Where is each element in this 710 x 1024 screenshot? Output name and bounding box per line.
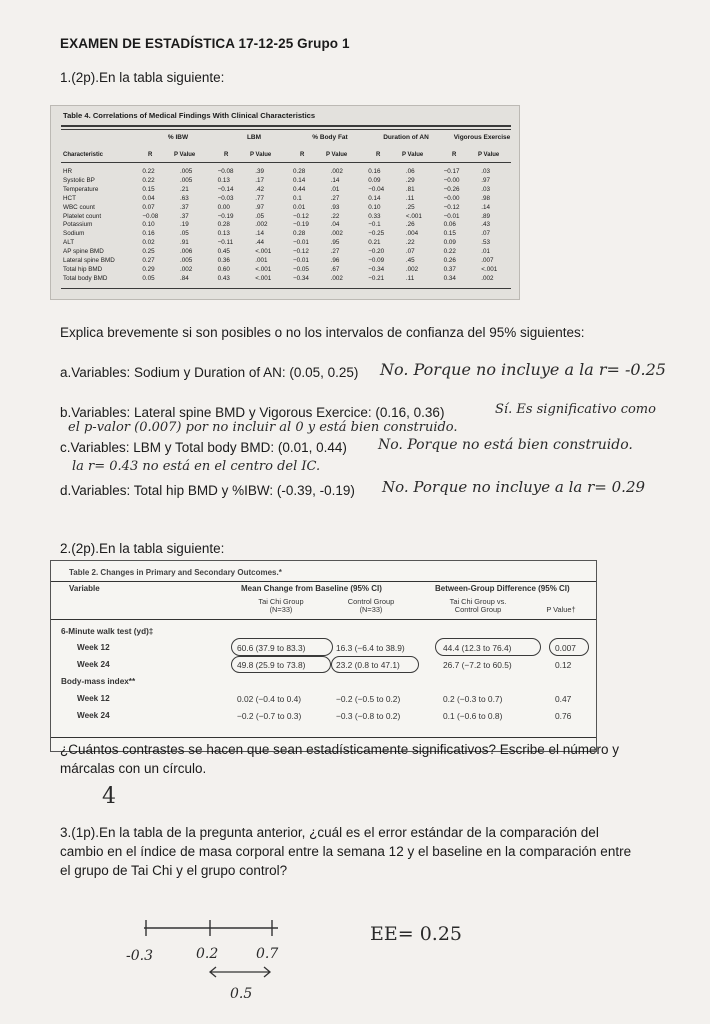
r-value-cell: 0.22 bbox=[443, 248, 456, 256]
taichi-cell: −0.2 (−0.7 to 0.3) bbox=[237, 711, 302, 721]
p-value-cell: .97 bbox=[481, 176, 491, 184]
p-header: P Value bbox=[478, 152, 500, 158]
table-caption: Table 2. Changes in Primary and Secondary Outcomes.* bbox=[69, 568, 282, 577]
group-header-exercise: Vigorous Exercise bbox=[453, 134, 511, 141]
r-value-cell: 0.13 bbox=[217, 176, 230, 184]
p-value-cell: 0.007 bbox=[555, 643, 576, 653]
row-label: ALT bbox=[63, 239, 75, 247]
r-value-cell: 0.28 bbox=[217, 221, 230, 229]
question-3-answer: EE= 0.25 bbox=[370, 923, 463, 945]
row-label: Sodium bbox=[63, 230, 85, 238]
row-label: Week 24 bbox=[77, 711, 110, 720]
r-value-cell: −0.34 bbox=[368, 265, 385, 273]
p-value-cell: <.001 bbox=[405, 212, 422, 220]
answer-b-continued: el p-valor (0.007) por no incluir al 0 y está bien construido. bbox=[68, 420, 458, 435]
table-row bbox=[63, 239, 519, 248]
p-value-cell: .37 bbox=[180, 203, 189, 211]
r-value-cell: −0.12 bbox=[292, 212, 309, 220]
r-value-cell: 0.00 bbox=[217, 203, 230, 211]
sketch-width-label: 0.5 bbox=[230, 986, 253, 1002]
r-value-cell: 0.33 bbox=[368, 212, 381, 220]
table-row bbox=[63, 177, 519, 186]
p-value-cell: .26 bbox=[405, 221, 415, 229]
group-header-duration: Duration of AN bbox=[383, 134, 429, 141]
row-label: Systolic BP bbox=[63, 176, 95, 184]
r-value-cell: 0.1 bbox=[292, 194, 302, 202]
p-value-cell: <.001 bbox=[255, 248, 272, 256]
answer-c: No. Porque no está bien construido. bbox=[378, 437, 633, 453]
group-header-ibw: % IBW bbox=[167, 134, 189, 141]
table-row bbox=[63, 248, 519, 257]
r-value-cell: 0.09 bbox=[443, 239, 456, 247]
r-value-cell: −0.34 bbox=[292, 274, 309, 282]
p-value-cell: .002 bbox=[481, 274, 494, 282]
row-label: Week 12 bbox=[77, 643, 110, 652]
row-label: Total hip BMD bbox=[63, 265, 103, 273]
row-label: Total body BMD bbox=[63, 274, 108, 282]
r-value-cell: 0.25 bbox=[142, 248, 155, 256]
r-header: R bbox=[224, 152, 229, 158]
table-row bbox=[63, 195, 519, 204]
row-label: WBC count bbox=[63, 203, 95, 211]
p-value-cell: .45 bbox=[405, 257, 415, 265]
significance-circle bbox=[331, 656, 419, 673]
item-a: a.Variables: Sodium y Duration of AN: (0.05, 0.25) bbox=[60, 365, 359, 380]
p-value-cell: .63 bbox=[180, 194, 189, 202]
r-value-cell: −0.19 bbox=[292, 221, 309, 229]
p-value-cell: .005 bbox=[180, 257, 193, 265]
sketch-label-low: -0.3 bbox=[126, 948, 153, 964]
difference-cell: 26.7 (−7.2 to 60.5) bbox=[443, 660, 512, 670]
difference-cell: 0.2 (−0.3 to 0.7) bbox=[443, 694, 503, 704]
table-rule bbox=[61, 129, 511, 130]
r-value-cell: −0.08 bbox=[142, 212, 159, 220]
r-value-cell: −0.20 bbox=[368, 248, 385, 256]
p-value-cell: .05 bbox=[255, 212, 265, 220]
p-header: P Value bbox=[402, 152, 424, 158]
r-value-cell: −0.17 bbox=[443, 168, 460, 175]
answer-b: Sí. Es significativo como bbox=[495, 402, 656, 417]
p-value-cell: .06 bbox=[405, 168, 415, 175]
r-value-cell: −0.01 bbox=[292, 257, 309, 265]
r-value-cell: 0.27 bbox=[142, 257, 155, 265]
r-value-cell: 0.26 bbox=[443, 257, 456, 265]
table-rule bbox=[51, 619, 596, 620]
taichi-header: Tai Chi Group (N=33) bbox=[258, 597, 304, 615]
p-value-cell: .22 bbox=[330, 212, 340, 220]
taichi-cell: 0.02 (−0.4 to 0.4) bbox=[237, 694, 302, 704]
r-value-cell: 0.04 bbox=[142, 194, 155, 202]
vs-header: Tai Chi Group vs. Control Group bbox=[449, 597, 507, 615]
p-value-cell: <.001 bbox=[255, 265, 272, 273]
r-value-cell: 0.02 bbox=[142, 239, 155, 247]
group-header-body-fat: % Body Fat bbox=[312, 134, 348, 141]
table-row bbox=[63, 168, 519, 177]
p-value-cell: .005 bbox=[180, 176, 193, 184]
taichi-cell: 60.6 (37.9 to 83.3) bbox=[237, 643, 306, 653]
r-value-cell: 0.36 bbox=[217, 257, 230, 265]
p-value-cell: .21 bbox=[180, 185, 189, 193]
table-row bbox=[63, 275, 519, 284]
page-title: EXAMEN DE ESTADÍSTICA 17-12-25 Grupo 1 bbox=[60, 36, 350, 51]
r-value-cell: 0.34 bbox=[443, 274, 456, 282]
p-value-cell: .05 bbox=[180, 230, 189, 238]
p-value-cell: 0.76 bbox=[555, 711, 572, 721]
r-value-cell: −0.05 bbox=[292, 265, 309, 273]
p-value-cell: .07 bbox=[405, 248, 415, 256]
table-row bbox=[63, 186, 519, 195]
difference-cell: 44.4 (12.3 to 76.4) bbox=[443, 643, 512, 653]
p-value-cell: .93 bbox=[330, 203, 340, 211]
r-value-cell: 0.13 bbox=[217, 230, 230, 238]
p-value-cell: .89 bbox=[481, 212, 491, 220]
r-value-cell: −0.19 bbox=[217, 212, 234, 220]
p-value-cell: .11 bbox=[405, 274, 415, 282]
r-value-cell: −0.01 bbox=[443, 212, 460, 220]
r-value-cell: 0.22 bbox=[142, 168, 155, 175]
item-d: d.Variables: Total hip BMD y %IBW: (-0.39, -0.19) bbox=[60, 483, 355, 498]
r-value-cell: 0.37 bbox=[443, 265, 456, 273]
p-value-cell: .002 bbox=[180, 265, 193, 273]
significance-circle bbox=[549, 638, 589, 656]
r-header: R bbox=[148, 152, 153, 158]
correlations-table bbox=[50, 105, 520, 300]
p-value-cell: .25 bbox=[405, 203, 415, 211]
row-label: Lateral spine BMD bbox=[63, 257, 115, 265]
answer-d: No. Porque no incluye a la r= 0.29 bbox=[382, 478, 646, 496]
r-value-cell: 0.21 bbox=[368, 239, 381, 247]
r-value-cell: 0.28 bbox=[292, 168, 306, 175]
table-caption: Table 4. Correlations of Medical Findings With Clinical Characteristics bbox=[63, 111, 316, 120]
r-value-cell: 0.15 bbox=[142, 185, 155, 193]
r-value-cell: 0.22 bbox=[142, 176, 155, 184]
p-header: P Value bbox=[326, 152, 348, 158]
answer-a: No. Porque no incluye a la r= -0.25 bbox=[380, 360, 666, 379]
control-cell: −0.2 (−0.5 to 0.2) bbox=[336, 694, 401, 704]
p-value-cell: .001 bbox=[255, 257, 268, 265]
question-1-instruction: Explica brevemente si son posibles o no los intervalos de confianza del 95% siguientes: bbox=[60, 325, 585, 340]
r-header: R bbox=[300, 152, 305, 158]
question-2-answer: 4 bbox=[102, 784, 116, 809]
p-value-cell: .44 bbox=[255, 239, 265, 247]
r-value-cell: −0.01 bbox=[292, 239, 309, 247]
r-value-cell: 0.16 bbox=[368, 168, 381, 175]
taichi-cell: 49.8 (25.9 to 73.8) bbox=[237, 660, 306, 670]
control-cell: −0.3 (−0.8 to 0.2) bbox=[336, 711, 401, 721]
p-value-cell: .007 bbox=[481, 257, 494, 265]
p-value-cell: .002 bbox=[330, 274, 343, 282]
p-value-cell: .005 bbox=[180, 168, 193, 175]
r-value-cell: 0.43 bbox=[217, 274, 230, 282]
walk-test-label: 6-Minute walk test (yd)‡ bbox=[61, 627, 154, 636]
row-label: Platelet count bbox=[63, 212, 102, 220]
p-value-cell: .96 bbox=[330, 257, 340, 265]
r-value-cell: 0.28 bbox=[292, 230, 306, 238]
variable-header: Variable bbox=[69, 584, 100, 593]
difference-cell: 0.1 (−0.6 to 0.8) bbox=[443, 711, 503, 721]
r-value-cell: −0.11 bbox=[217, 239, 234, 247]
p-value-cell: .17 bbox=[255, 176, 265, 184]
p-value-cell: <.001 bbox=[481, 265, 498, 273]
table-row bbox=[63, 221, 519, 230]
row-label: Temperature bbox=[63, 185, 99, 193]
control-cell: 23.2 (0.8 to 47.1) bbox=[336, 660, 400, 670]
p-value-cell: .004 bbox=[405, 230, 419, 238]
r-value-cell: 0.29 bbox=[142, 265, 155, 273]
p-value-cell: 0.12 bbox=[555, 660, 572, 670]
r-value-cell: 0.06 bbox=[443, 221, 456, 229]
table-rule bbox=[61, 162, 511, 163]
row-label: HR bbox=[63, 168, 73, 175]
r-value-cell: −0.08 bbox=[217, 168, 234, 175]
r-value-cell: 0.15 bbox=[443, 230, 456, 238]
correlations-table-body bbox=[63, 168, 519, 284]
p-value-cell: .03 bbox=[481, 185, 491, 193]
control-cell: 16.3 (−6.4 to 38.9) bbox=[336, 643, 405, 653]
r-value-cell: −0.09 bbox=[368, 257, 385, 265]
p-header: P Value bbox=[250, 152, 272, 158]
p-value-cell: .43 bbox=[481, 221, 491, 229]
p-value-cell: .95 bbox=[330, 239, 340, 247]
between-group-header: Between-Group Difference (95% CI) bbox=[435, 584, 570, 593]
r-value-cell: 0.01 bbox=[292, 203, 306, 211]
r-value-cell: −0.12 bbox=[443, 203, 460, 211]
sketch-label-high: 0.7 bbox=[256, 946, 279, 962]
table-row bbox=[63, 213, 519, 222]
p-value-cell: .002 bbox=[330, 230, 343, 238]
p-value-cell: .01 bbox=[481, 248, 491, 256]
significance-circle bbox=[231, 656, 331, 673]
r-value-cell: 0.07 bbox=[142, 203, 155, 211]
p-value-cell: .84 bbox=[180, 274, 189, 282]
significance-circle bbox=[435, 638, 541, 656]
question-2-prompt: 2.(2p).En la tabla siguiente: bbox=[60, 541, 225, 556]
table-row bbox=[63, 266, 519, 275]
p-value-cell: .11 bbox=[405, 194, 415, 202]
table-rule bbox=[61, 125, 511, 127]
r-value-cell: 0.09 bbox=[368, 176, 381, 184]
p-value-cell: .002 bbox=[405, 265, 419, 273]
table-row bbox=[63, 230, 519, 239]
question-2-question: ¿Cuántos contrastes se hacen que sean estadísticamente significativos? Escribe el número y márcalas con un círculo. bbox=[60, 742, 620, 776]
r-value-cell: 0.10 bbox=[142, 221, 155, 229]
r-value-cell: −0.26 bbox=[443, 185, 460, 193]
table-row bbox=[63, 204, 519, 213]
p-value-cell: .27 bbox=[330, 194, 340, 202]
sketch-label-mid: 0.2 bbox=[196, 946, 219, 962]
p-value-cell: 0.47 bbox=[555, 694, 572, 704]
p-value-cell: <.001 bbox=[255, 274, 272, 282]
r-value-cell: −0.04 bbox=[368, 185, 385, 193]
r-value-cell: −0.00 bbox=[443, 176, 460, 184]
r-header: R bbox=[376, 152, 381, 158]
r-value-cell: 0.14 bbox=[292, 176, 306, 184]
p-value-cell: .14 bbox=[330, 176, 340, 184]
p-value-header: P Value† bbox=[546, 605, 576, 614]
control-header: Control Group (N=33) bbox=[347, 597, 395, 615]
item-c: c.Variables: LBM y Total body BMD: (0.01, 0.44) bbox=[60, 440, 347, 455]
p-header: P Value bbox=[174, 152, 196, 158]
r-value-cell: 0.10 bbox=[368, 203, 381, 211]
p-value-cell: .002 bbox=[255, 221, 268, 229]
table-row bbox=[63, 257, 519, 266]
question-3-question: 3.(1p).En la tabla de la pregunta anterior, ¿cuál es el error estándar de la comparación del cambio en el índice de masa corporal entre la semana 12 y el baseline en la comparación entre el grupo de Tai Chi y el grupo control? bbox=[60, 825, 632, 878]
p-value-cell: .42 bbox=[255, 185, 265, 193]
r-value-cell: −0.12 bbox=[292, 248, 309, 256]
row-label: Week 12 bbox=[77, 694, 110, 703]
p-value-cell: .006 bbox=[180, 248, 193, 256]
p-value-cell: .91 bbox=[180, 239, 189, 247]
p-value-cell: .14 bbox=[255, 230, 265, 238]
outcomes-table bbox=[50, 560, 597, 752]
p-value-cell: .04 bbox=[330, 221, 340, 229]
p-value-cell: .14 bbox=[481, 203, 491, 211]
r-value-cell: −0.00 bbox=[443, 194, 460, 202]
r-value-cell: −0.14 bbox=[217, 185, 234, 193]
p-value-cell: .77 bbox=[255, 194, 265, 202]
table-rule bbox=[51, 581, 596, 582]
p-value-cell: .22 bbox=[405, 239, 415, 247]
r-value-cell: −0.25 bbox=[368, 230, 385, 238]
r-value-cell: 0.45 bbox=[217, 248, 230, 256]
p-value-cell: .07 bbox=[481, 230, 491, 238]
table-rule bbox=[51, 737, 596, 738]
question-1-prompt: 1.(2p).En la tabla siguiente: bbox=[60, 70, 225, 85]
r-header: R bbox=[452, 152, 457, 158]
r-value-cell: −0.21 bbox=[368, 274, 385, 282]
p-value-cell: .002 bbox=[330, 168, 343, 175]
r-value-cell: 0.60 bbox=[217, 265, 230, 273]
r-value-cell: −0.1 bbox=[368, 221, 381, 229]
significance-circle bbox=[231, 638, 333, 656]
answer-c-continued: la r= 0.43 no está en el centro del IC. bbox=[72, 459, 321, 474]
r-value-cell: 0.05 bbox=[142, 274, 155, 282]
row-label: AP spine BMD bbox=[63, 248, 104, 256]
row-label: Potassium bbox=[63, 221, 93, 229]
p-value-cell: .39 bbox=[255, 168, 265, 175]
mean-change-header: Mean Change from Baseline (95% CI) bbox=[241, 584, 382, 593]
p-value-cell: .98 bbox=[481, 194, 491, 202]
p-value-cell: .01 bbox=[330, 185, 340, 193]
p-value-cell: .37 bbox=[180, 212, 189, 220]
r-value-cell: −0.03 bbox=[217, 194, 234, 202]
p-value-cell: .81 bbox=[405, 185, 415, 193]
r-value-cell: 0.14 bbox=[368, 194, 381, 202]
r-value-cell: 0.16 bbox=[142, 230, 155, 238]
table-rule bbox=[61, 288, 511, 289]
p-value-cell: .29 bbox=[405, 176, 415, 184]
bmi-label: Body-mass index** bbox=[61, 677, 136, 686]
p-value-cell: .67 bbox=[330, 265, 340, 273]
row-label: HCT bbox=[63, 194, 76, 202]
p-value-cell: .19 bbox=[180, 221, 189, 229]
p-value-cell: .27 bbox=[330, 248, 340, 256]
r-value-cell: 0.44 bbox=[292, 185, 306, 193]
row-label: Week 24 bbox=[77, 660, 110, 669]
group-header-lbm: LBM bbox=[246, 134, 262, 141]
p-value-cell: .53 bbox=[481, 239, 491, 247]
characteristic-header: Characteristic bbox=[63, 152, 104, 158]
item-b: b.Variables: Lateral spine BMD y Vigorous Exercice: (0.16, 0.36) bbox=[60, 405, 445, 420]
p-value-cell: .97 bbox=[255, 203, 265, 211]
p-value-cell: .03 bbox=[481, 168, 491, 175]
